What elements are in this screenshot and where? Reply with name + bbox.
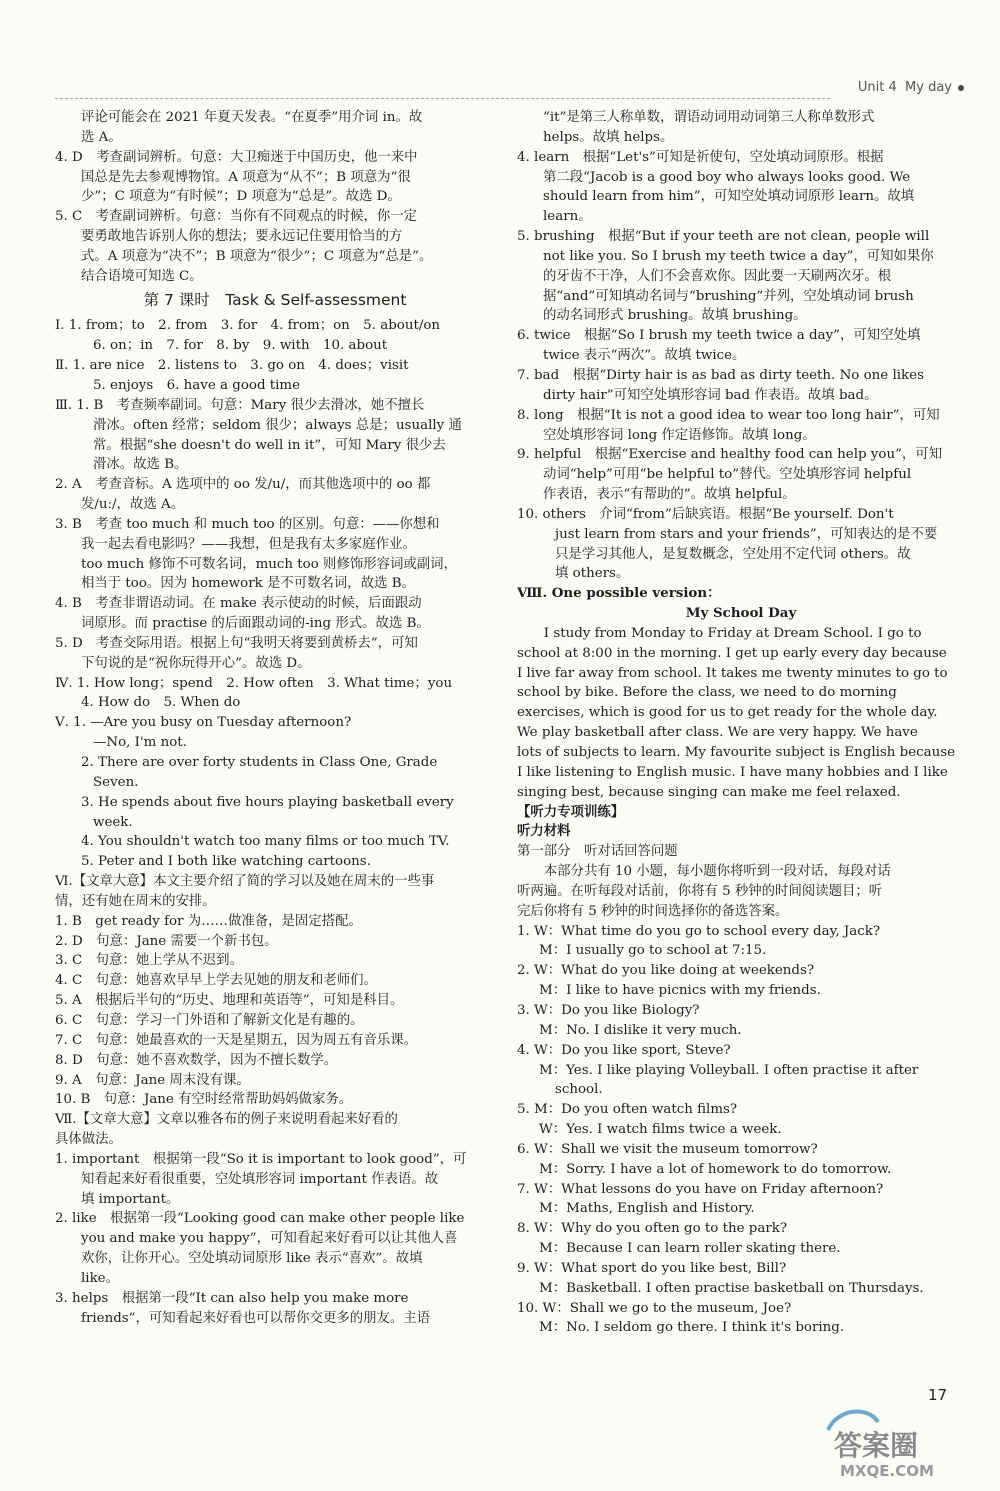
text-line: 6. on；in 7. for 8. by 9. with 10. about bbox=[93, 338, 388, 354]
text-line: helps。故填 helps。 bbox=[543, 129, 674, 145]
essay-line: lots of subjects to learn. My favourite subject is English because bbox=[517, 745, 956, 760]
lesson-title: 第 7 课时 Task & Self-assessment bbox=[143, 290, 407, 309]
section-heading: 听力材料 bbox=[517, 823, 571, 840]
text-line: twice 表示“两次”。故填 twice。 bbox=[543, 348, 746, 364]
essay-line: exercises, which is good for us to get ready for the whole day. bbox=[517, 705, 938, 721]
text-line: 3. helps 根据第一段“It can also help you make more bbox=[55, 1290, 409, 1306]
dialogue-line: M：I usually go to school at 7:15. bbox=[539, 943, 767, 959]
text-line: 常。根据“she doesn't do well in it”，可知 Mary 很少去 bbox=[93, 437, 446, 453]
text-line: 填 others。 bbox=[555, 566, 630, 582]
dialogue-line: 6. W：Shall we visit the museum tomorrow? bbox=[517, 1141, 818, 1157]
text-line: 据“and”可知填动名词与“brushing”并列，空处填动词 brush bbox=[543, 288, 914, 304]
text-line: Ⅱ. 1. are nice 2. listens to 3. go on 4. does；visit bbox=[55, 358, 409, 374]
dialogue-line: M：I like to have picnics with my friends. bbox=[539, 983, 821, 999]
text-line: 3. B 考查 too much 和 much too 的区别。句意：——你想和 bbox=[55, 516, 440, 532]
text-line: 相当于 too。因为 homework 是不可数名词，故选 B。 bbox=[81, 576, 415, 592]
dialogue-line: M：No. I seldom go there. I think it's boring. bbox=[539, 1320, 845, 1336]
text-line: 第二段“Jacob is a good boy who always looks good. We bbox=[543, 169, 911, 185]
dialogue-line: M：Basketball. I often practise basketball on Thursdays. bbox=[539, 1280, 924, 1296]
text-line: 知看起来好看很重要，空处填形容词 important 作表语。故 bbox=[81, 1171, 439, 1187]
text-line: 选 A。 bbox=[81, 129, 122, 145]
text-line: too much 修饰不可数名词，much too 则修饰形容词或副词， bbox=[81, 556, 457, 572]
dialogue-line: 5. M：Do you often watch films? bbox=[517, 1102, 738, 1118]
text-line: 2. There are over forty students in Class One, Grade bbox=[81, 755, 438, 770]
text-line: 完后你将有 5 秒钟的时间选择你的备选答案。 bbox=[517, 903, 789, 919]
text-line: 动词“help”可用“be helpful to”替代。空处填形容词 helpful bbox=[543, 467, 912, 483]
text-line: 1. B get ready for 为……做准备，是固定搭配。 bbox=[55, 913, 362, 929]
dialogue-line: 7. W：What lessons do you have on Friday afternoon? bbox=[517, 1181, 884, 1197]
dialogue-line: school. bbox=[555, 1082, 603, 1098]
text-line: 4. learn 根据“Let's”可知是祈使句，空处填动词原形。根据 bbox=[517, 149, 884, 165]
text-line: 情，还有她在周末的安排。 bbox=[55, 893, 216, 909]
text-line: Ⅴ. 1. —Are you busy on Tuesday afternoon? bbox=[55, 715, 352, 731]
left-column bbox=[55, 108, 495, 1328]
text-line: 5. C 考查副词辨析。句意：当你有不同观点的时候，你一定 bbox=[55, 209, 418, 225]
text-line: just learn from stars and your friends”，可知表达的是不要 bbox=[555, 526, 938, 542]
text-line: 我一起去看电影吗？——我想，但是我有太多家庭作业。 bbox=[81, 536, 416, 552]
text-line: 作表语，表示“有帮助的”。故填 helpful。 bbox=[543, 487, 796, 503]
unit-topic: My day bbox=[905, 80, 952, 95]
text-line: 7. C 句意：她最喜欢的一天是星期五，因为周五有音乐课。 bbox=[55, 1032, 418, 1048]
text-line: —No, I'm not. bbox=[93, 735, 187, 751]
text-line: Ⅵ.【文章大意】本文主要介绍了简的学习以及她在周末的一些事 bbox=[55, 874, 435, 890]
text-line: dirty hair”可知空处填形容词 bad 作表语。故填 bad。 bbox=[543, 387, 878, 403]
text-line: 7. bad 根据“Dirty hair is as bad as dirty teeth. No one likes bbox=[517, 367, 924, 383]
text-line: 2. A 考查音标。A 选项中的 oo 发/u/，而其他选项中的 oo 都 bbox=[55, 477, 431, 493]
text-line: 结合语境可知选 C。 bbox=[81, 268, 203, 284]
essay-title: My School Day bbox=[685, 605, 797, 622]
dialogue-line: M：No. I dislike it very much. bbox=[539, 1022, 742, 1038]
text-line: 滑冰。故选 B。 bbox=[93, 457, 188, 473]
text-line: Seven. bbox=[93, 774, 139, 790]
section-heading: 【听力专项训练】 bbox=[517, 803, 625, 820]
text-line: 词原形。而 practise 的后面跟动词的-ing 形式。故选 B。 bbox=[81, 616, 430, 632]
dialogue-line: M：Because I can learn roller skating there. bbox=[539, 1241, 841, 1257]
text-line: 5. brushing 根据“But if your teeth are not clean, people will bbox=[517, 229, 930, 245]
essay-line: I live far away from school. It takes me twenty minutes to go to bbox=[517, 665, 948, 681]
text-line: 8. D 句意：她不喜欢数学，因为不擅长数学。 bbox=[55, 1052, 338, 1068]
text-line: like。 bbox=[81, 1270, 119, 1286]
text-line: 5. enjoys 6. have a good time bbox=[93, 377, 301, 393]
dialogue-line: 8. W：Why do you often go to the park? bbox=[517, 1221, 788, 1237]
section-heading: Ⅷ. One possible version： bbox=[517, 585, 721, 602]
dialogue-line: M：Yes. I like playing Volleyball. I often practise it after bbox=[539, 1062, 919, 1078]
text-line: 4. B 考查非谓语动词。在 make 表示使动的时候，后面跟动 bbox=[55, 596, 422, 612]
text-line: 3. He spends about five hours playing basketball every bbox=[81, 794, 454, 810]
essay-line: school at 8:00 in the morning. I get up early every day because bbox=[517, 645, 947, 661]
essay-line: We play basketball after class. We are very happy. We have bbox=[517, 725, 918, 741]
text-line: 的动名词形式 brushing。故填 brushing。 bbox=[543, 308, 807, 324]
text-line: 的牙齿不干净，人们不会喜欢你。因此要一天刷两次牙。根 bbox=[543, 268, 892, 284]
unit-label: Unit 4 bbox=[857, 80, 897, 95]
watermark-main: 答案圈 bbox=[834, 1429, 919, 1462]
text-line: 填 important。 bbox=[81, 1191, 180, 1207]
running-header bbox=[858, 80, 964, 95]
text-line: you and make you happy”，可知看起来好看可以让其他人喜 bbox=[81, 1231, 458, 1247]
text-line: 10. others 介词“from”后缺宾语。根据“Be yourself. Don't bbox=[517, 506, 894, 522]
text-line: 6. C 句意：学习一门外语和了解新文化是有趣的。 bbox=[55, 1012, 364, 1028]
text-line: friends”，可知看起来好看也可以帮你交更多的朋友。主语 bbox=[81, 1310, 431, 1326]
text-line: 欢你，让你开心。空处填动词原形 like 表示“喜欢”。故填 bbox=[81, 1251, 423, 1267]
essay-line: singing best, because singing can make me feel relaxed. bbox=[517, 784, 901, 800]
page-number: 17 bbox=[928, 1386, 948, 1404]
watermark-logo bbox=[820, 1400, 990, 1480]
text-line: 滑冰。often 经常；seldom 很少；always 总是；usually 通 bbox=[93, 417, 462, 433]
dialogue-line: 3. W：Do you like Biology? bbox=[517, 1002, 700, 1018]
text-line: 2. like 根据第一段“Looking good can make other people like bbox=[55, 1211, 465, 1227]
bullet-icon bbox=[958, 85, 964, 91]
text-line: 4. How do 5. When do bbox=[81, 695, 241, 711]
text-line: 9. helpful 根据“Exercise and healthy food can help you”，可知 bbox=[517, 447, 943, 463]
essay-line: school by bike. Before the class, we need to do morning bbox=[517, 685, 897, 701]
text-line: 6. twice 根据“So I brush my teeth twice a day”，可知空处填 bbox=[517, 328, 921, 344]
text-line: Ⅳ. 1. How long；spend 2. How often 3. What time；you bbox=[55, 675, 453, 691]
text-line: should learn from him”，可知空处填动词原形 learn。故填 bbox=[543, 189, 915, 205]
text-line: learn。 bbox=[543, 209, 592, 225]
text-line: 3. C 句意：她上学从不迟到。 bbox=[55, 953, 243, 969]
dialogue-line: 1. W：What time do you go to school every day, Jack? bbox=[517, 923, 881, 939]
text-line: 式。A 项意为“决不”；B 项意为“很少”；C 项意为“总是”。 bbox=[81, 248, 433, 264]
text-line: 8. long 根据“It is not a good idea to wear too long hair”，可知 bbox=[517, 407, 940, 423]
text-line: 评论可能会在 2021 年夏天发表。“在夏季”用介词 in。故 bbox=[81, 110, 423, 125]
right-column bbox=[517, 108, 965, 1338]
text-line: 国总是先去参观博物馆。A 项意为“从不”；B 项意为“很 bbox=[81, 169, 411, 185]
text-line: 9. A 句意：Jane 周末没有课。 bbox=[55, 1072, 250, 1088]
dialogue-line: 2. W：What do you like doing at weekends? bbox=[517, 963, 815, 979]
text-line: 听两遍。在听每段对话前，你将有 5 秒钟的时间阅读题目；听 bbox=[517, 883, 883, 899]
essay-line: I study from Monday to Friday at Dream School. I go to bbox=[517, 625, 922, 641]
text-line: 下句说的是“祝你玩得开心”。故选 D。 bbox=[81, 655, 311, 671]
text-line: Ⅲ. 1. B 考查频率副词。句意：Mary 很少去滑冰，她不擅长 bbox=[55, 397, 425, 413]
dialogue-line: 9. W：What sport do you like best, Bill? bbox=[517, 1260, 787, 1276]
text-line: 5. A 根据后半句的“历史、地理和英语等”，可知是科目。 bbox=[55, 993, 404, 1009]
dialogue-line: W：Yes. I watch films twice a week. bbox=[539, 1122, 782, 1138]
text-line: 要勇敢地告诉别人你的想法；要永远记住要用恰当的方 bbox=[81, 229, 403, 245]
header-divider bbox=[55, 98, 830, 99]
text-line: week. bbox=[93, 814, 133, 830]
text-line: 5. D 考查交际用语。根据上句“我明天将要到黄桥去”，可知 bbox=[55, 635, 418, 651]
dialogue-line: M：Maths, English and History. bbox=[539, 1201, 755, 1217]
text-line: 只是学习其他人，是复数概念，空处用不定代词 others。故 bbox=[555, 546, 911, 562]
text-line: 空处填形容词 long 作定语修饰。故填 long。 bbox=[543, 427, 816, 443]
dialogue-line: 4. W：Do you like sport, Steve? bbox=[517, 1042, 731, 1058]
text-line: not like you. So I brush my teeth twice a day”，可知如果你 bbox=[543, 248, 934, 264]
text-line: 4. You shouldn't watch too many films or too much TV. bbox=[81, 834, 450, 850]
text-line: “it”是第三人称单数，谓语动词用动词第三人称单数形式 bbox=[543, 110, 875, 125]
text-line: 5. Peter and I both like watching cartoons. bbox=[81, 854, 371, 870]
text-line: 4. C 句意：她喜欢早早上学去见她的朋友和老师们。 bbox=[55, 973, 377, 989]
text-line: 2. D 句意：Jane 需要一个新书包。 bbox=[55, 933, 278, 949]
text-line: 1. important 根据第一段“So it is important to look good”，可 bbox=[55, 1151, 467, 1167]
essay-line: I like listening to English music. I have many hobbies and I like bbox=[517, 764, 948, 780]
dialogue-line: M：Sorry. I have a lot of homework to do tomorrow. bbox=[539, 1161, 892, 1177]
text-line: 4. D 考查副词辨析。句意：大卫痴迷于中国历史，他一来中 bbox=[55, 149, 418, 165]
text-line: 第一部分 听对话回答问题 bbox=[517, 844, 678, 860]
dialogue-line: 10. W：Shall we go to the museum, Joe? bbox=[517, 1300, 792, 1316]
text-line: 发/uː/，故选 A。 bbox=[81, 497, 185, 513]
text-line: Ⅶ.【文章大意】文章以雅各布的例子来说明看起来好看的 bbox=[55, 1112, 398, 1128]
text-line: 少”；C 项意为“有时候”；D 项意为“总是”。故选 D。 bbox=[81, 189, 401, 205]
text-line: Ⅰ. 1. from；to 2. from 3. for 4. from；on 5. about/on bbox=[55, 318, 441, 334]
text-line: 本部分共有 10 小题，每小题你将听到一段对话，每段对话 bbox=[517, 864, 891, 880]
text-line: 10. B 句意：Jane 有空时经常帮助妈妈做家务。 bbox=[55, 1092, 353, 1108]
watermark-site: MXQE.COM bbox=[840, 1462, 934, 1480]
text-line: 具体做法。 bbox=[55, 1132, 122, 1148]
